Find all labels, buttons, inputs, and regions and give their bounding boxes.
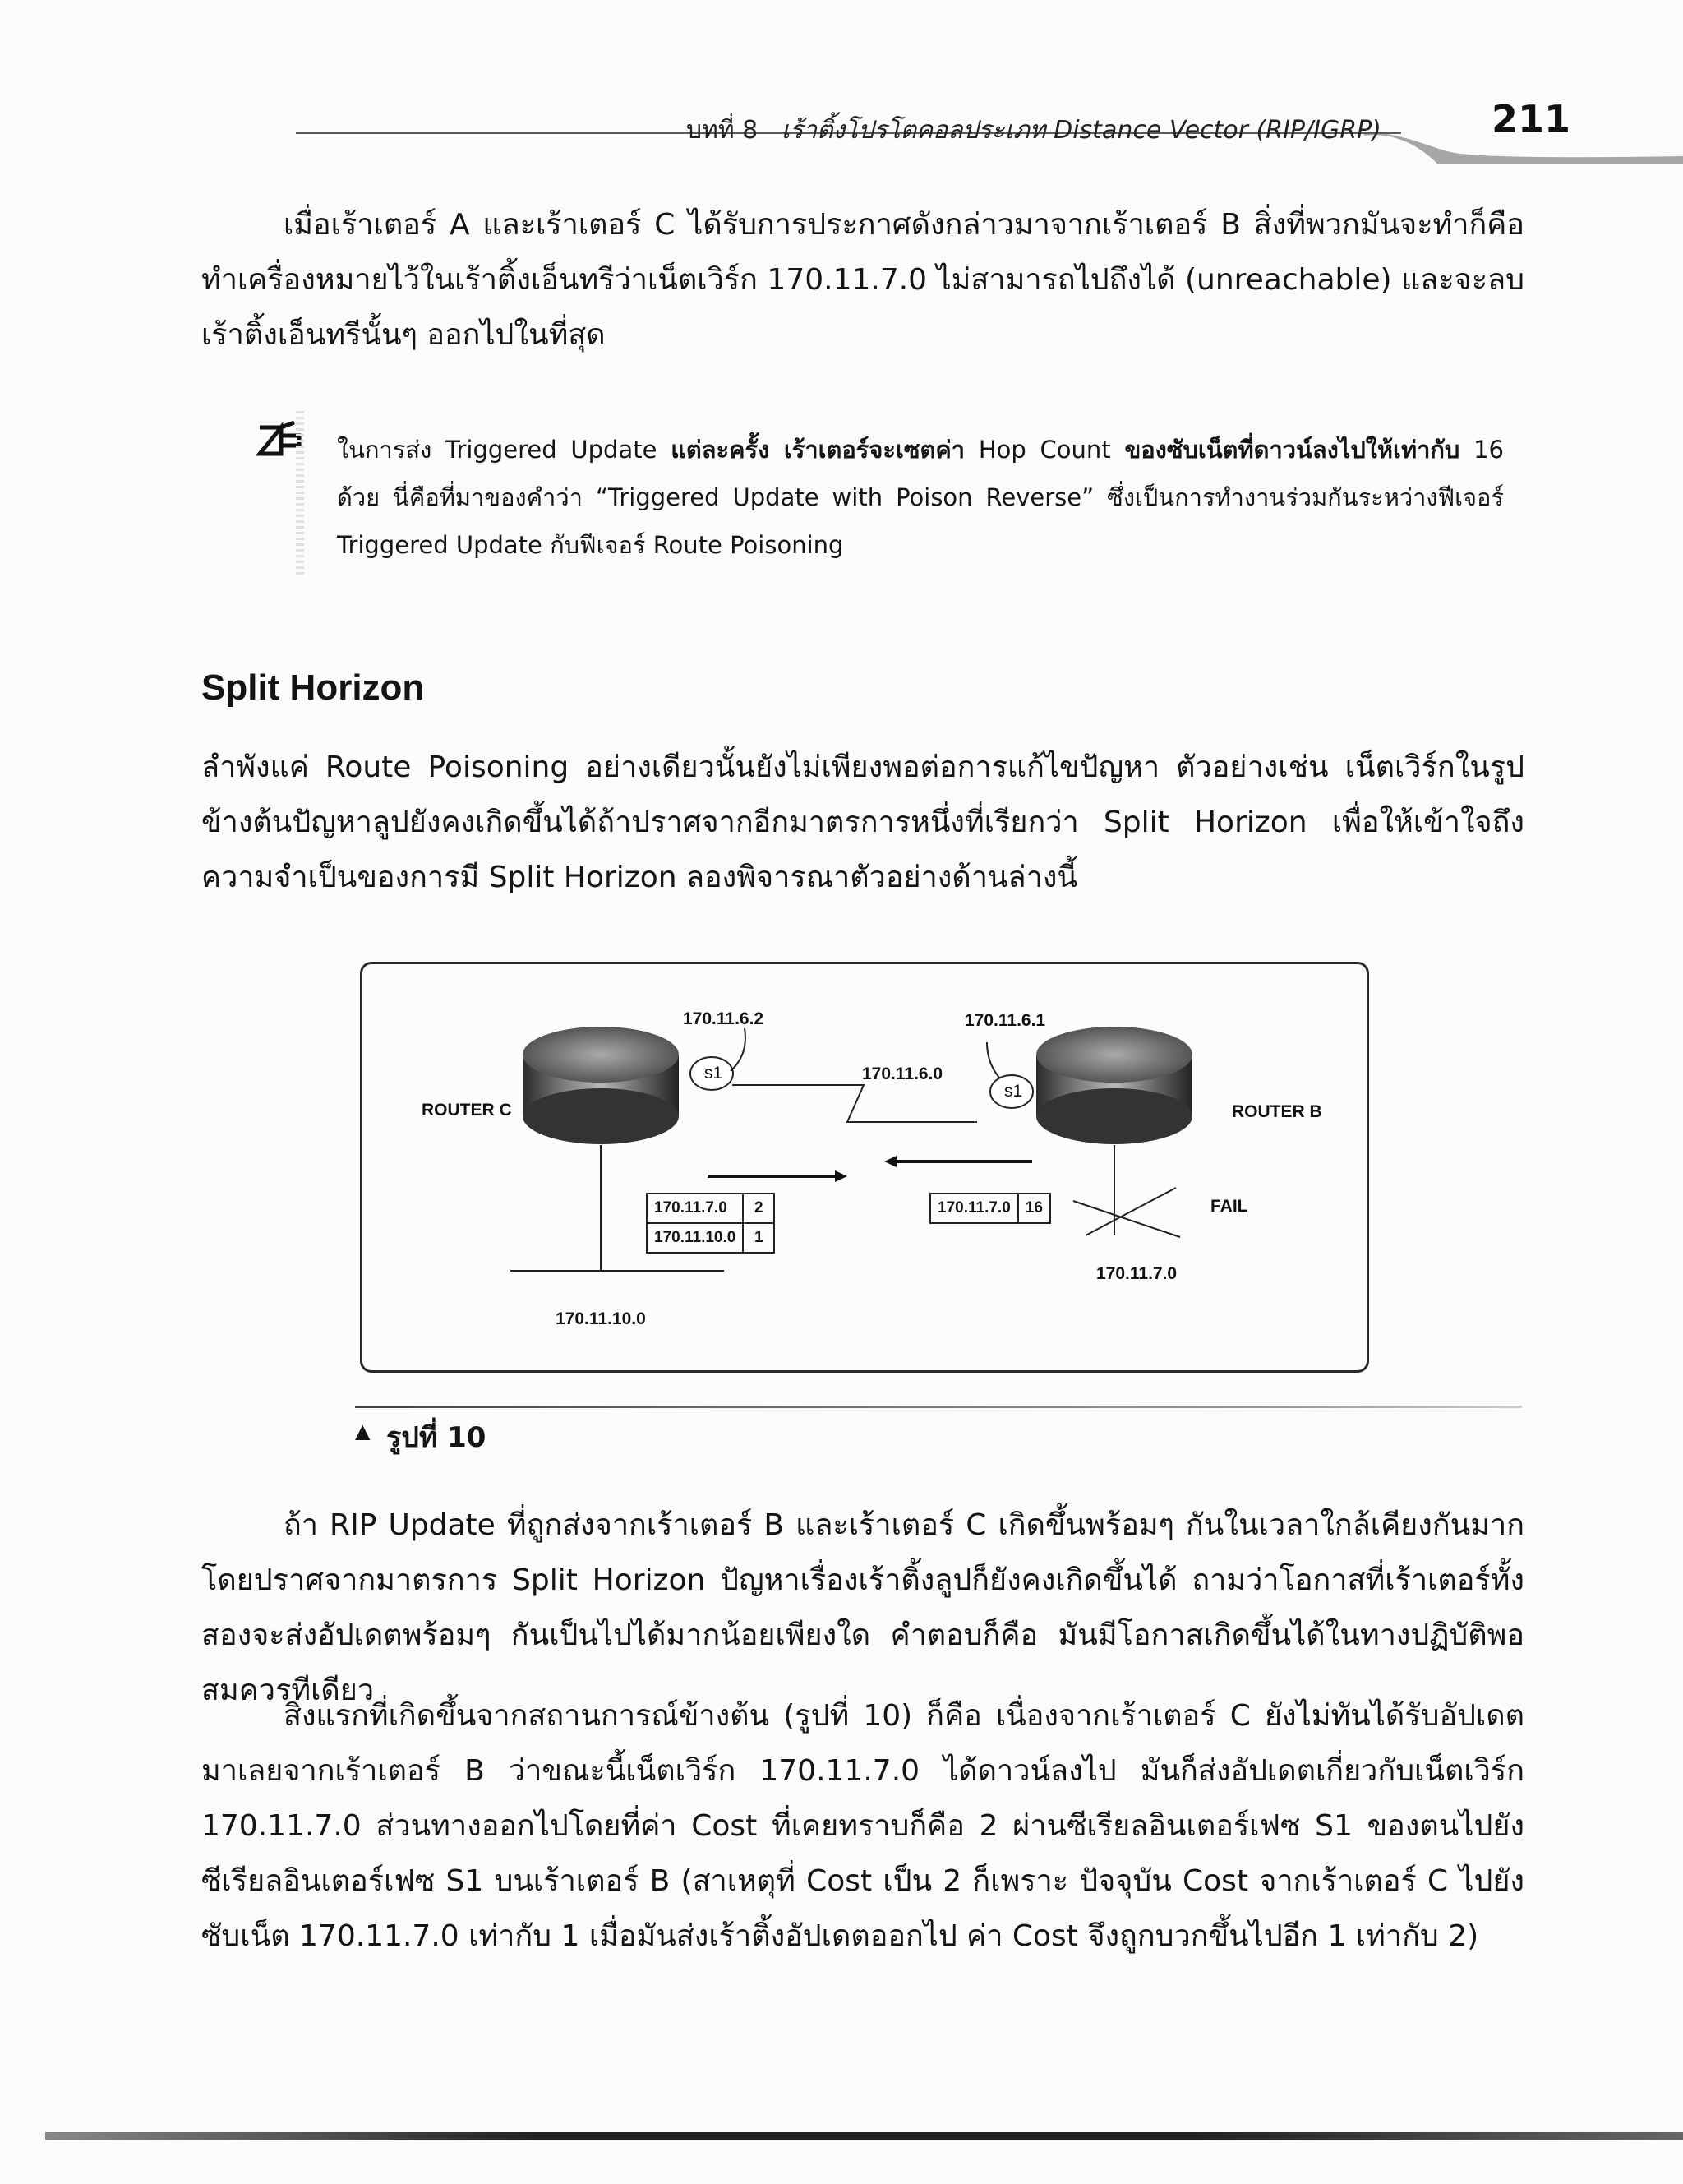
table-cell-cost: 1 [743,1223,774,1253]
note-margin-bar [296,411,304,575]
footer-rule [45,2132,1683,2140]
paragraph-1-text: เมื่อเร้าเตอร์ A และเร้าเตอร์ C ได้รับการประกาศดังกล่าวมาจากเร้าเตอร์ B สิ่งที่พวกมันจะทำก็คือทำเครื่องหมายไว้ในเร้าติ้งเอ็นทรีว่าเน็ตเวิร์ก 170.11.7.0 ไม่สามารถไปถึงได้ (unreachable) และจะลบเร้าติ้งเอ็นทรีนั้นๆ ออกไปในที่สุด [201,208,1524,352]
ip-router-b-s1: 170.11.6.1 [965,1011,1046,1030]
chapter-title: เร้าติ้งโปรโตคอลประเภท Distance Vector (RIP/IGRP) [781,116,1381,145]
chapter-label: บทที่ 8 [686,116,759,145]
figure-caption: รูปที่ 10 [386,1421,486,1454]
table-cell-network: 170.11.7.0 [930,1194,1018,1223]
note-bold-1: แต่ละครั้ง เร้าเตอร์จะเซตค่า [671,436,966,464]
lan-b-label: 170.11.7.0 [1096,1264,1178,1283]
note-text-3: 16 ด้วย นี่คือที่มาของคำว่า “Triggered Update with Poison Reverse” ซึ่งเป็นการทำงานร่วมกันระหว่างฟีเจอร์ Triggered Update กับฟีเจอร์ Route Poisoning [337,436,1504,559]
s1-b-label: s1 [1004,1082,1023,1101]
paragraph-2: ลำพังแค่ Route Poisoning อย่างเดียวนั้นยังไม่เพียงพอต่อการแก้ไขปัญหา ตัวอย่างเช่น เน็ตเวิร์กในรูปข้างต้นปัญหาลูปยังคงเกิดขึ้นได้ถ้าปราศจากอีกมาตรการหนึ่งที่เรียกว่า Split Horizon เพื่อให้เข้าใจถึงความจำเป็นของการมี Split Horizon ลองพิจารณาตัวอย่างด้านล่างนี้ [201,750,1524,894]
router-c-icon [523,1027,679,1144]
table-row [930,1194,1050,1223]
figure-caption-rule [355,1406,1522,1408]
paragraph-3-text: ถ้า RIP Update ที่ถูกส่งจากเร้าเตอร์ B และเร้าเตอร์ C เกิดขึ้นพร้อมๆ กันในเวลาใกล้เคียงกันมาก โดยปราศจากมาตรการ Split Horizon ปัญหาเรื่องเร้าติ้งลูปก็ยังคงเกิดขึ้นได้ ถามว่าโอกาสที่เร้าเตอร์ทั้งสองจะส่งอัปเดตพร้อมๆ กันเป็นไปได้มากน้อยเพียงใด คำตอบก็คือ มันมีโอกาสเกิดขึ้นได้ในทางปฏิบัติพอสมควรทีเดียว [201,1508,1524,1707]
running-header [686,111,1381,150]
page-number: 211 [1492,97,1571,141]
paragraph-4-text: สิ่งแรกที่เกิดขึ้นจากสถานการณ์ข้างต้น (รูปที่ 10) ก็คือ เนื่องจากเร้าเตอร์ C ยังไม่ทันได้รับอัปเดตมาเลยจากเร้าเตอร์ B ว่าขณะนี้เน็ตเวิร์ก 170.11.7.0 ได้ดาวน์ลงไป มันก็ส่งอัปเดตเกี่ยวกับเน็ตเวิร์ก 170.11.7.0 ส่วนทางออกไปโดยที่ค่า Cost ที่เคยทราบก็คือ 2 ผ่านซีเรียลอินเตอร์เฟซ S1 ของตนไปยังซีเรียลอินเตอร์เฟซ S1 บนเร้าเตอร์ B (สาเหตุที่ Cost เป็น 2 ก็เพราะ ปัจจุบัน Cost จากเร้าเตอร์ C ไปยังซับเน็ต 170.11.7.0 เท่ากับ 1 เมื่อมันส่งเร้าติ้งอัปเดตออกไป ค่า Cost จึงถูกบวกขึ้นไปอีก 1 เท่ากับ 2) [201,1699,1524,1953]
note-block [337,426,1504,569]
router-b-label: ROUTER B [1232,1102,1322,1121]
table-cell-cost: 16 [1018,1194,1050,1223]
table-cell-network: 170.11.10.0 [647,1223,743,1253]
fail-label: FAIL [1210,1197,1248,1216]
section-title: Split Horizon [201,667,425,708]
note-bold-2: ของซับเน็ตที่ดาวน์ลงไปให้เท่ากับ [1124,436,1460,464]
ip-router-c-s1: 170.11.6.2 [683,1009,764,1028]
triangle-icon: ▲ [355,1420,371,1443]
table-cell-network: 170.11.7.0 [647,1194,743,1223]
routing-table-c [646,1193,775,1254]
router-b-icon [1036,1027,1192,1144]
table-row [647,1194,774,1223]
paragraph-1 [201,197,1524,362]
table-cell-cost: 2 [743,1194,774,1223]
router-c-label: ROUTER C [422,1101,512,1120]
network-diagram [360,962,1369,1373]
paragraph-3 [201,1498,1524,1718]
table-row [647,1223,774,1253]
note-text-1: ในการส่ง Triggered Update [337,436,671,464]
routing-table-b [929,1193,1051,1224]
s1-c-label: s1 [704,1064,723,1083]
link-network-label: 170.11.6.0 [862,1064,943,1083]
serial-link [732,1085,977,1122]
paragraph-4 [201,1688,1524,1964]
diagram-graphics [362,964,1367,1370]
lan-c-label: 170.11.10.0 [556,1309,646,1328]
note-text-2: Hop Count [965,436,1125,464]
